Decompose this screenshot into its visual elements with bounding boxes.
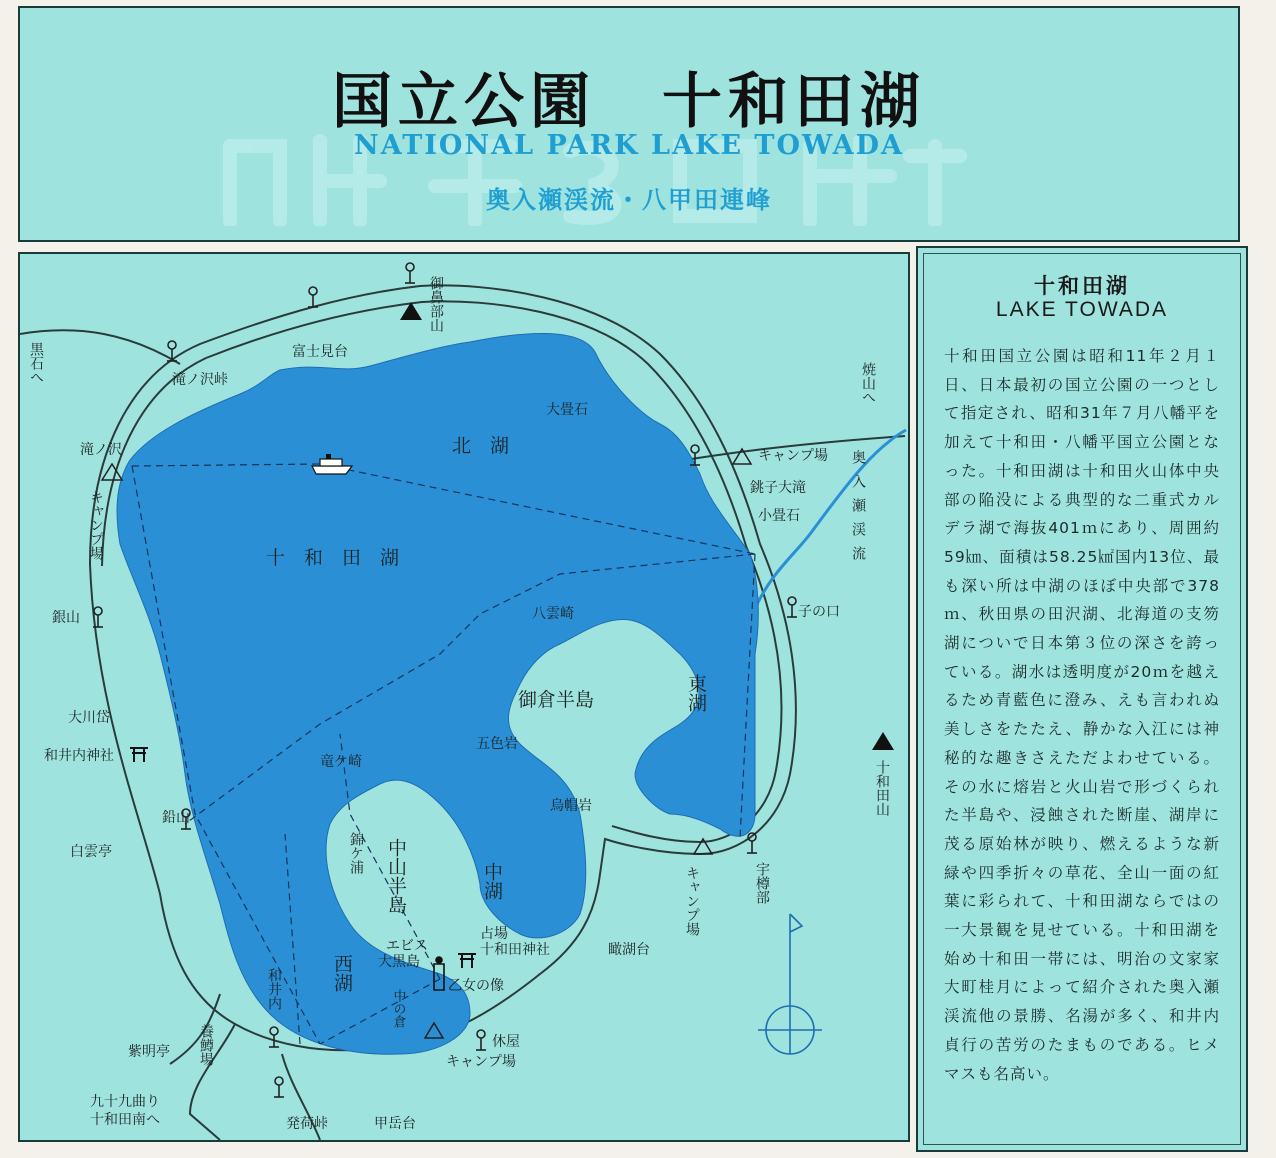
label-fujimidai: 富士見台 — [292, 344, 348, 360]
info-title: 十和田湖 — [1034, 274, 1130, 298]
label-nenokuchi: 子の口 — [798, 604, 840, 620]
label-kuroishi: 黒石へ — [28, 342, 44, 384]
label-ebisu: エビス — [386, 938, 428, 954]
label-utarube: 宇樽部 — [754, 862, 770, 904]
page-title-english: NATIONAL PARK LAKE TOWADA — [354, 130, 904, 161]
label-camp-nw: キャンプ場 — [88, 490, 104, 560]
label-kangodai: 瞰湖台 — [608, 942, 650, 958]
label-shimeitei: 紫明亭 — [128, 1044, 170, 1060]
label-towada-shrine: 十和田神社 — [480, 942, 550, 958]
north-arrow-icon — [758, 914, 822, 1054]
label-choshi: 銚子大滝 — [750, 480, 806, 496]
map-drawing — [20, 254, 908, 1140]
label-camp-se: キャンプ場 — [684, 866, 700, 936]
info-title-english: LAKE TOWADA — [995, 298, 1169, 321]
label-nishikigaura: 錦ケ浦 — [348, 832, 364, 874]
info-panel — [916, 246, 1248, 1152]
label-towada-minami: 十和田南へ — [90, 1112, 160, 1128]
label-towadayama: 十和田山 — [874, 760, 890, 816]
label-tsuzura: 九十九曲り — [90, 1094, 160, 1110]
label-hakuuntei: 白雲亭 — [70, 844, 112, 860]
label-otome: 乙女の像 — [448, 978, 504, 994]
page-title: 国立公園 十和田湖 — [332, 67, 926, 137]
label-nakayama-peninsula: 中山半島 — [385, 838, 407, 914]
label-kabutodai: 甲岳台 — [374, 1116, 416, 1132]
lake-map — [18, 252, 910, 1142]
label-hakka-pass: 発荷峠 — [286, 1116, 328, 1132]
label-daikoku: 大黒島 — [378, 954, 420, 970]
label-yakeyama: 焼山へ — [860, 362, 876, 404]
label-wainai: 和井内 — [266, 968, 282, 1010]
label-oirase: 奥入瀬渓流 — [850, 450, 866, 570]
label-middle-lake: 中湖 — [481, 862, 503, 900]
label-north-lake: 北 湖 — [452, 435, 510, 457]
label-west-lake: 西湖 — [331, 954, 353, 992]
label-goshikiiwa: 五色岩 — [476, 736, 518, 752]
label-okawatai: 大川岱 — [68, 710, 110, 726]
label-wainai-shrine: 和井内神社 — [44, 748, 114, 764]
label-yakumozaki: 八雲崎 — [532, 606, 574, 622]
label-takinosawa: 滝ノ沢 — [80, 442, 122, 458]
label-camp-s: キャンプ場 — [446, 1054, 516, 1070]
label-main-lake: 十 和 田 湖 — [266, 547, 400, 569]
label-mikura-peninsula: 御倉半島 — [518, 689, 595, 711]
label-tatsugasaki: 竜ケ崎 — [320, 754, 362, 770]
label-nakanokura: 中の倉 — [390, 989, 406, 1028]
label-takinosawa-pass: 滝ノ沢峠 — [172, 372, 228, 388]
label-eboshiiwa: 烏帽岩 — [550, 798, 592, 814]
label-east-lake: 東湖 — [685, 674, 707, 712]
label-ginzan: 銀山 — [52, 610, 80, 626]
info-description: 十和田国立公園は昭和11年２月１日、日本最初の国立公園の一つとして指定され、昭和31年７月八幡平を加えて十和田・八幡平国立公園となった。十和田湖は十和田火山体中央部の陥没による典型的な二重式カルデラ湖で海抜401ｍにあり、周囲約59㎞、面積は58.25㎢国内13位、最も深い所は中湖のほぼ中央部で378ｍ、秋田県の田沢湖、北海道の支笏湖についで日本第３位の深さを誇っている。湖水は透明度が20ｍを越えるため青藍色に澄み、えも言われぬ美しさをたたえ、静かな入江には神秘的な趣きさえただよわせている。その水に熔岩と火山岩で形づくられた半島や、浸蝕された断崖、湖岸に茂る原始林が映り、燃えるような新緑や四季折々の草花、全山一面の紅葉に彩られて、十和田湖ならではの一大景観を見せている。十和田湖を始め十和田一帯には、明治の文家家大町桂月によって紹介された奥入瀬渓流他の景勝、名湯が多く、和井内貞行の苦労のたまものである。ヒメマスも名高い。 — [944, 347, 1220, 1083]
label-namariyama: 鉛山 — [162, 810, 190, 826]
label-uranai: 占場 — [480, 926, 508, 942]
label-kotatamiishi: 小畳石 — [758, 508, 800, 524]
lake-water — [117, 333, 758, 1054]
label-ohanabeyama: 御鼻部山 — [428, 276, 444, 332]
label-youseijo: 養鱒場 — [198, 1024, 214, 1066]
label-otatamiishi: 大畳石 — [546, 402, 588, 418]
page-subtitle: 奥入瀬渓流・八甲田連峰 — [486, 186, 772, 214]
title-banner — [18, 6, 1240, 242]
label-camp-ne: キャンプ場 — [758, 448, 828, 464]
label-kyuya: 休屋 — [492, 1034, 520, 1050]
